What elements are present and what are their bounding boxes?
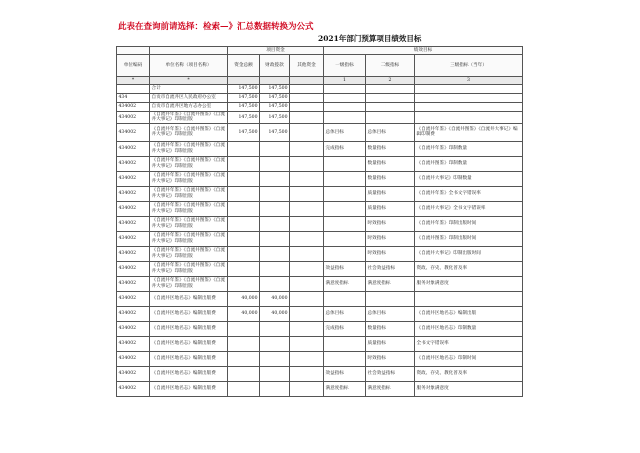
other-funds-cell bbox=[290, 112, 324, 124]
unit-code-cell: 434002 bbox=[117, 276, 150, 291]
fiscal-cell bbox=[260, 201, 290, 216]
level1-cell bbox=[324, 171, 366, 186]
index-star: * bbox=[150, 77, 228, 85]
unit-name-cell: 《自流井年鉴》《自流井图鉴》《自流井大事记》印制出版 bbox=[150, 276, 228, 291]
level1-cell bbox=[324, 156, 366, 171]
total-funds-cell bbox=[228, 276, 260, 291]
level2-cell bbox=[366, 94, 415, 103]
fiscal-cell bbox=[260, 216, 290, 231]
unit-name-cell: 自贡市自流井区人民政府办公室 bbox=[150, 94, 228, 103]
other-funds-cell bbox=[290, 261, 324, 276]
table-row bbox=[117, 85, 523, 94]
index-3: 3 bbox=[415, 77, 523, 85]
other-funds-cell bbox=[290, 336, 324, 351]
other-funds-cell bbox=[290, 201, 324, 216]
table-row bbox=[117, 306, 523, 321]
table-row bbox=[117, 291, 523, 306]
level1-cell: 满意度指标 bbox=[324, 276, 366, 291]
unit-code-cell: 434002 bbox=[117, 291, 150, 306]
fiscal-cell: 40,000 bbox=[260, 306, 290, 321]
header-unit-code: 单位编码 bbox=[117, 55, 150, 77]
unit-code-cell: 434002 bbox=[117, 261, 150, 276]
level3-cell: 全书文字错误率 bbox=[415, 336, 523, 351]
level3-cell bbox=[415, 112, 523, 124]
index-star: * bbox=[117, 77, 150, 85]
level2-cell bbox=[366, 112, 415, 124]
unit-code-cell: 434002 bbox=[117, 112, 150, 124]
unit-code-cell: 434002 bbox=[117, 246, 150, 261]
unit-name-cell: 《自流井区地名志》编制出版费 bbox=[150, 366, 228, 381]
table-row bbox=[117, 112, 523, 124]
total-funds-cell bbox=[228, 216, 260, 231]
fiscal-cell bbox=[260, 186, 290, 201]
level3-cell bbox=[415, 291, 523, 306]
performance-table bbox=[116, 46, 523, 397]
level1-cell bbox=[324, 336, 366, 351]
total-funds-cell bbox=[228, 246, 260, 261]
level3-cell: 《自流井区地名志》印制数量 bbox=[415, 321, 523, 336]
other-funds-cell bbox=[290, 291, 324, 306]
unit-code-cell: 434002 bbox=[117, 231, 150, 246]
unit-name-cell: 《自流井年鉴》《自流井图鉴》《自流井大事记》印制出版 bbox=[150, 246, 228, 261]
unit-name-cell: 《自流井年鉴》《自流井图鉴》《自流井大事记》印制出版 bbox=[150, 186, 228, 201]
level1-cell bbox=[324, 112, 366, 124]
level1-cell bbox=[324, 351, 366, 366]
level1-cell bbox=[324, 231, 366, 246]
level1-cell bbox=[324, 246, 366, 261]
fiscal-cell bbox=[260, 246, 290, 261]
other-funds-cell bbox=[290, 85, 324, 94]
other-funds-cell bbox=[290, 186, 324, 201]
level3-cell bbox=[415, 85, 523, 94]
level3-cell: 《自流井年鉴》全书文字错误率 bbox=[415, 186, 523, 201]
table-row bbox=[117, 261, 523, 276]
other-funds-cell bbox=[290, 321, 324, 336]
level2-cell: 质量指标 bbox=[366, 201, 415, 216]
total-funds-cell: 40,000 bbox=[228, 291, 260, 306]
total-funds-cell bbox=[228, 201, 260, 216]
total-funds-cell: 147,500 bbox=[228, 123, 260, 141]
header-fiscal: 财政拨款 bbox=[260, 55, 290, 77]
unit-name-cell: 《自流井区地名志》编制出版费 bbox=[150, 381, 228, 396]
level1-cell bbox=[324, 94, 366, 103]
unit-name-cell: 《自流井区地名志》编制出版费 bbox=[150, 321, 228, 336]
total-funds-cell bbox=[228, 366, 260, 381]
unit-code-cell: 434002 bbox=[117, 156, 150, 171]
level2-cell: 数量指标 bbox=[366, 141, 415, 156]
level2-cell: 满意度指标 bbox=[366, 381, 415, 396]
table-row bbox=[117, 216, 523, 231]
unit-code-cell: 434002 bbox=[117, 366, 150, 381]
header-row-1 bbox=[117, 47, 523, 55]
level2-cell bbox=[366, 103, 415, 112]
level1-cell bbox=[324, 216, 366, 231]
table-row bbox=[117, 351, 523, 366]
level2-cell: 质量指标 bbox=[366, 336, 415, 351]
unit-code-cell: 434002 bbox=[117, 351, 150, 366]
level1-cell: 满意度指标 bbox=[324, 381, 366, 396]
level2-cell: 时效指标 bbox=[366, 216, 415, 231]
header-level1: 一级指标 bbox=[324, 55, 366, 77]
fiscal-cell: 147,500 bbox=[260, 85, 290, 94]
level2-cell: 数量指标 bbox=[366, 156, 415, 171]
index-2: 2 bbox=[366, 77, 415, 85]
other-funds-cell bbox=[290, 246, 324, 261]
level3-cell: 《自流井图鉴》印制数量 bbox=[415, 156, 523, 171]
fiscal-cell bbox=[260, 171, 290, 186]
level1-cell: 完成指标 bbox=[324, 141, 366, 156]
level3-cell: 资政、存史、教化普及率 bbox=[415, 261, 523, 276]
other-funds-cell bbox=[290, 171, 324, 186]
table-row bbox=[117, 94, 523, 103]
notice-text: 此表在查询前请选择：检索—》汇总数据转换为公式 bbox=[118, 22, 314, 32]
total-funds-cell bbox=[228, 231, 260, 246]
level3-cell: 服务对象满意度 bbox=[415, 276, 523, 291]
unit-code-cell: 434002 bbox=[117, 141, 150, 156]
unit-code-cell: 434 bbox=[117, 94, 150, 103]
unit-code-cell: 434002 bbox=[117, 103, 150, 112]
level2-cell: 满意度指标 bbox=[366, 276, 415, 291]
fiscal-cell bbox=[260, 261, 290, 276]
header-level3: 三级指标（当年） bbox=[415, 55, 523, 77]
table-row bbox=[117, 246, 523, 261]
level1-cell: 完成指标 bbox=[324, 321, 366, 336]
other-funds-cell bbox=[290, 123, 324, 141]
level1-cell bbox=[324, 103, 366, 112]
level3-cell: 资政、存史、教化普及率 bbox=[415, 366, 523, 381]
unit-code-cell: 434002 bbox=[117, 321, 150, 336]
index-1: 1 bbox=[324, 77, 366, 85]
table-row bbox=[117, 231, 523, 246]
level3-cell: 《自流井区地名志》印制时间 bbox=[415, 351, 523, 366]
unit-name-cell: 《自流井年鉴》《自流井图鉴》《自流井大事记》印制出版 bbox=[150, 261, 228, 276]
unit-name-cell: 《自流井年鉴》《自流井图鉴》《自流井大事记》印制出版 bbox=[150, 123, 228, 141]
unit-name-cell: 《自流井年鉴》《自流井图鉴》《自流井大事记》印制出版 bbox=[150, 112, 228, 124]
total-funds-cell: 147,500 bbox=[228, 85, 260, 94]
header-total-funds: 资金总额 bbox=[228, 55, 260, 77]
level2-cell: 时效指标 bbox=[366, 246, 415, 261]
unit-code-cell: 434002 bbox=[117, 201, 150, 216]
level3-cell: 《自流井大事记》全书文字错误率 bbox=[415, 201, 523, 216]
other-funds-cell bbox=[290, 351, 324, 366]
level2-cell: 总体目标 bbox=[366, 123, 415, 141]
table-row bbox=[117, 171, 523, 186]
level3-cell: 《自流井年鉴》印制数量 bbox=[415, 141, 523, 156]
level2-cell: 数量指标 bbox=[366, 321, 415, 336]
other-funds-cell bbox=[290, 366, 324, 381]
fiscal-cell: 147,500 bbox=[260, 103, 290, 112]
level3-cell: 服务对象满意度 bbox=[415, 381, 523, 396]
other-funds-cell bbox=[290, 94, 324, 103]
unit-name-cell: 《自流井年鉴》《自流井图鉴》《自流井大事记》印制出版 bbox=[150, 201, 228, 216]
level2-cell: 质量指标 bbox=[366, 186, 415, 201]
unit-code-cell: 434002 bbox=[117, 216, 150, 231]
unit-name-cell: 《自流井区地名志》编制出版费 bbox=[150, 306, 228, 321]
unit-code-cell: 434002 bbox=[117, 306, 150, 321]
fiscal-cell bbox=[260, 321, 290, 336]
table-row bbox=[117, 366, 523, 381]
fiscal-cell bbox=[260, 156, 290, 171]
level2-cell: 社会效益指标 bbox=[366, 366, 415, 381]
level3-cell: 《自流井区地名志》编制出版 bbox=[415, 306, 523, 321]
other-funds-cell bbox=[290, 156, 324, 171]
table-row bbox=[117, 103, 523, 112]
unit-code-cell bbox=[117, 85, 150, 94]
table-row bbox=[117, 141, 523, 156]
level3-cell: 《自流井图鉴》印制出版时间 bbox=[415, 231, 523, 246]
level1-cell: 效益指标 bbox=[324, 366, 366, 381]
table-row bbox=[117, 201, 523, 216]
table-row bbox=[117, 156, 523, 171]
other-funds-cell bbox=[290, 103, 324, 112]
total-funds-cell bbox=[228, 141, 260, 156]
header-performance-target: 绩效目标 bbox=[324, 47, 523, 55]
level1-cell bbox=[324, 186, 366, 201]
table-row bbox=[117, 381, 523, 396]
header-level2: 二级指标 bbox=[366, 55, 415, 77]
level3-cell: 《自流井大事记》印制数量 bbox=[415, 171, 523, 186]
unit-name-cell: 《自流井区地名志》编制出版费 bbox=[150, 336, 228, 351]
header-index-row bbox=[117, 77, 523, 85]
unit-name-cell: 《自流井年鉴》《自流井图鉴》《自流井大事记》印制出版 bbox=[150, 141, 228, 156]
header-project-funds: 项目资金 bbox=[228, 47, 324, 55]
total-funds-cell bbox=[228, 171, 260, 186]
header-other-funds: 其他资金 bbox=[290, 55, 324, 77]
total-funds-cell bbox=[228, 186, 260, 201]
level1-cell bbox=[324, 201, 366, 216]
level1-cell: 总体目标 bbox=[324, 123, 366, 141]
total-funds-cell bbox=[228, 351, 260, 366]
unit-code-cell: 434002 bbox=[117, 336, 150, 351]
level3-cell: 《自流井年鉴》印制出版时间 bbox=[415, 216, 523, 231]
level1-cell: 效益指标 bbox=[324, 261, 366, 276]
unit-code-cell: 434002 bbox=[117, 171, 150, 186]
level2-cell: 时效指标 bbox=[366, 351, 415, 366]
fiscal-cell bbox=[260, 351, 290, 366]
fiscal-cell: 147,500 bbox=[260, 123, 290, 141]
header-row-2 bbox=[117, 55, 523, 77]
unit-code-cell: 434002 bbox=[117, 381, 150, 396]
total-funds-cell bbox=[228, 321, 260, 336]
level2-cell bbox=[366, 291, 415, 306]
other-funds-cell bbox=[290, 381, 324, 396]
fiscal-cell bbox=[260, 231, 290, 246]
level1-cell bbox=[324, 291, 366, 306]
other-funds-cell bbox=[290, 216, 324, 231]
unit-name-cell: 《自流井区地名志》编制出版费 bbox=[150, 351, 228, 366]
table-row bbox=[117, 276, 523, 291]
total-funds-cell bbox=[228, 156, 260, 171]
unit-name-cell: 《自流井区地名志》编制出版费 bbox=[150, 291, 228, 306]
unit-name-cell: 《自流井年鉴》《自流井图鉴》《自流井大事记》印制出版 bbox=[150, 216, 228, 231]
unit-name-cell: 《自流井年鉴》《自流井图鉴》《自流井大事记》印制出版 bbox=[150, 231, 228, 246]
other-funds-cell bbox=[290, 276, 324, 291]
fiscal-cell: 147,500 bbox=[260, 112, 290, 124]
total-funds-cell: 147,500 bbox=[228, 103, 260, 112]
table-row bbox=[117, 336, 523, 351]
level1-cell: 总体目标 bbox=[324, 306, 366, 321]
unit-name-cell: 自贡市自流井区地方志办公室 bbox=[150, 103, 228, 112]
fiscal-cell bbox=[260, 366, 290, 381]
unit-code-cell: 434002 bbox=[117, 123, 150, 141]
table-row bbox=[117, 186, 523, 201]
total-funds-cell: 147,500 bbox=[228, 112, 260, 124]
header-unit-name: 单位名称（项目名称） bbox=[150, 55, 228, 77]
unit-name-cell: 《自流井年鉴》《自流井图鉴》《自流井大事记》印制出版 bbox=[150, 171, 228, 186]
level3-cell: 《自流井年鉴》《自流井图鉴》《自流井大事记》编辑印制费 bbox=[415, 123, 523, 141]
fiscal-cell bbox=[260, 276, 290, 291]
level2-cell bbox=[366, 85, 415, 94]
level2-cell: 时效指标 bbox=[366, 231, 415, 246]
total-funds-cell bbox=[228, 381, 260, 396]
unit-code-cell: 434002 bbox=[117, 186, 150, 201]
level2-cell: 总体目标 bbox=[366, 306, 415, 321]
unit-name-cell: 《自流井年鉴》《自流井图鉴》《自流井大事记》印制出版 bbox=[150, 156, 228, 171]
other-funds-cell bbox=[290, 141, 324, 156]
other-funds-cell bbox=[290, 306, 324, 321]
level3-cell: 《自流井大事记》印制出版时间 bbox=[415, 246, 523, 261]
fiscal-cell: 40,000 bbox=[260, 291, 290, 306]
page-title: 2021年部门预算项目绩效目标 bbox=[318, 34, 422, 43]
total-funds-cell bbox=[228, 336, 260, 351]
level3-cell bbox=[415, 103, 523, 112]
other-funds-cell bbox=[290, 231, 324, 246]
total-funds-cell bbox=[228, 261, 260, 276]
table-row bbox=[117, 321, 523, 336]
table-row bbox=[117, 123, 523, 141]
unit-name-cell: 合计 bbox=[150, 85, 228, 94]
total-funds-cell: 147,500 bbox=[228, 94, 260, 103]
fiscal-cell bbox=[260, 381, 290, 396]
level2-cell: 社会效益指标 bbox=[366, 261, 415, 276]
fiscal-cell bbox=[260, 141, 290, 156]
level3-cell bbox=[415, 94, 523, 103]
fiscal-cell bbox=[260, 336, 290, 351]
total-funds-cell: 40,000 bbox=[228, 306, 260, 321]
level1-cell bbox=[324, 85, 366, 94]
fiscal-cell: 147,500 bbox=[260, 94, 290, 103]
level2-cell: 数量指标 bbox=[366, 171, 415, 186]
